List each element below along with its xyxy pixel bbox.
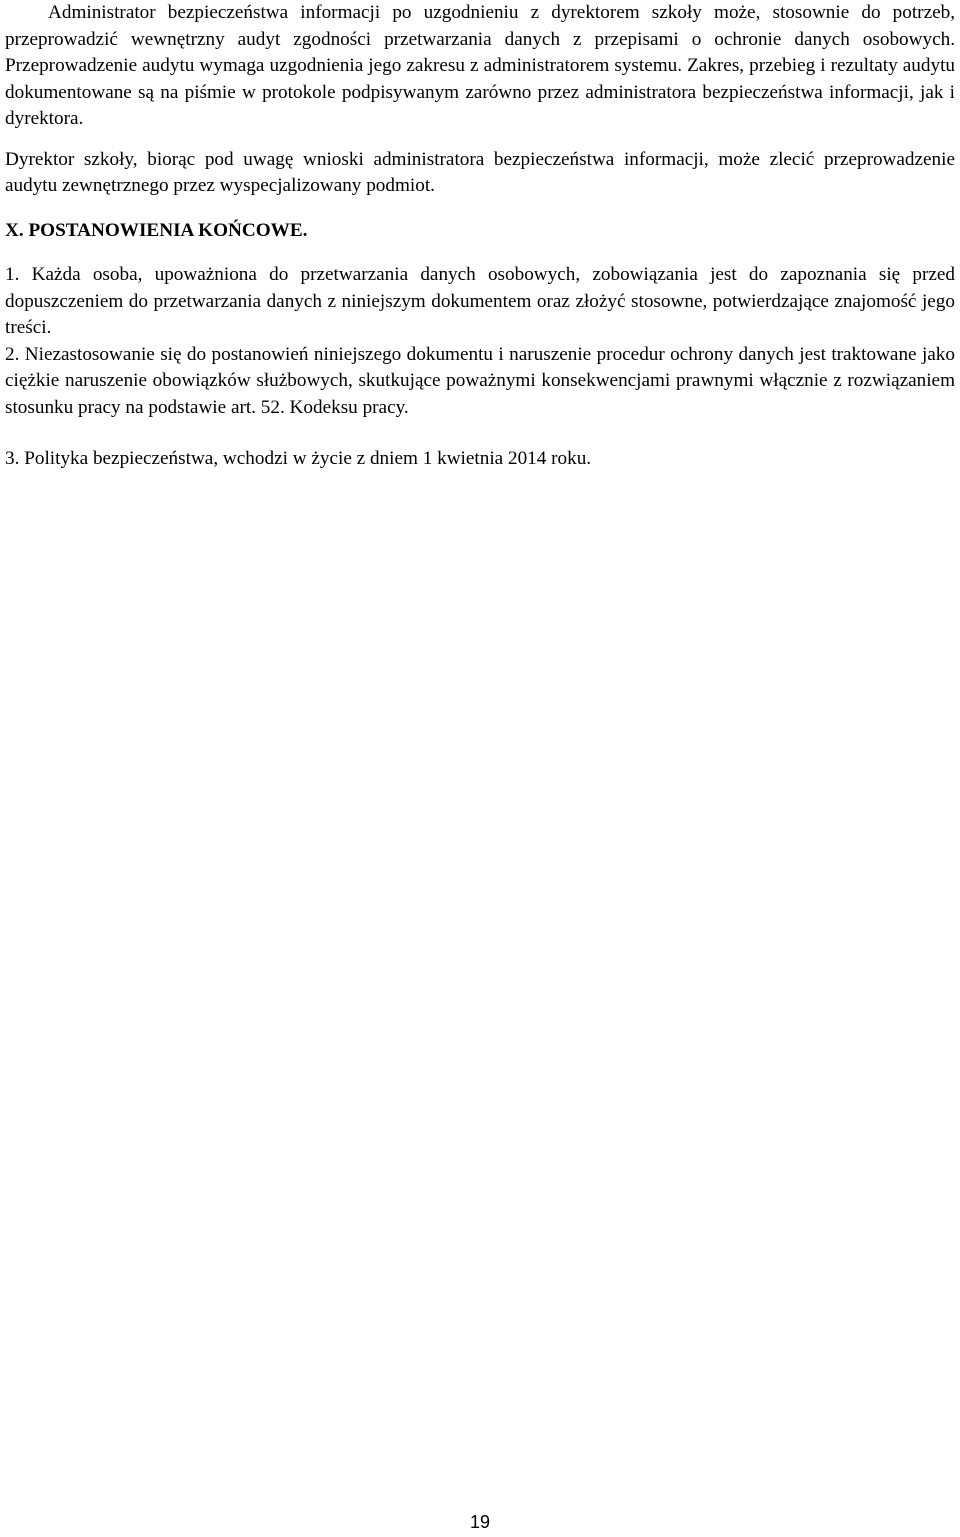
document-page bbox=[5, 0, 955, 473]
paragraph-external-audit: Dyrektor szkoły, biorąc pod uwagę wnioski administratora bezpieczeństwa informacji, może zlecić przeprowadzenie audytu zewnętrznego przez wyspecjalizowany podmiot. bbox=[5, 148, 955, 196]
item-3: 3. Polityka bezpieczeństwa, wchodzi w życie z dniem 1 kwietnia 2014 roku. bbox=[5, 448, 592, 469]
item-2: 2. Niezastosowanie się do postanowień niniejszego dokumentu i naruszenie procedur ochrony danych jest traktowane jako ciężkie naruszenie obowiązków służbowych, skutkujące poważnymi konsekwencjami prawnymi włącznie z rozwiązaniem stosunku pracy na podstawie art. 52. Kodeksu pracy. bbox=[5, 343, 955, 418]
page-number: 19 bbox=[469, 1512, 491, 1532]
section-heading: X. POSTANOWIENIA KOŃCOWE. bbox=[5, 219, 308, 241]
item-1: 1. Każda osoba, upoważniona do przetwarzania danych osobowych, zobowiązania jest do zapoznania się przed dopuszczeniem do przetwarzania danych z niniejszym dokumentem oraz złożyć stosowne, potwierdzające znajomość jego treści. bbox=[5, 264, 955, 338]
paragraph-audit: Administrator bezpieczeństwa informacji po uzgodnieniu z dyrektorem szkoły może, stosownie do potrzeb, przeprowadzić wewnętrzny audyt zgodności przetwarzania danych z przepisami o ochronie danych osobowych. Przeprowadzenie audytu wymaga uzgodnienia jego zakresu z administratorem systemu. Zakres, przebieg i rezultaty audytu dokumentowane są na piśmie w protokole podpisywanym zarówno przez administratora bezpieczeństwa informacji, jak i dyrektora. bbox=[5, 2, 955, 129]
